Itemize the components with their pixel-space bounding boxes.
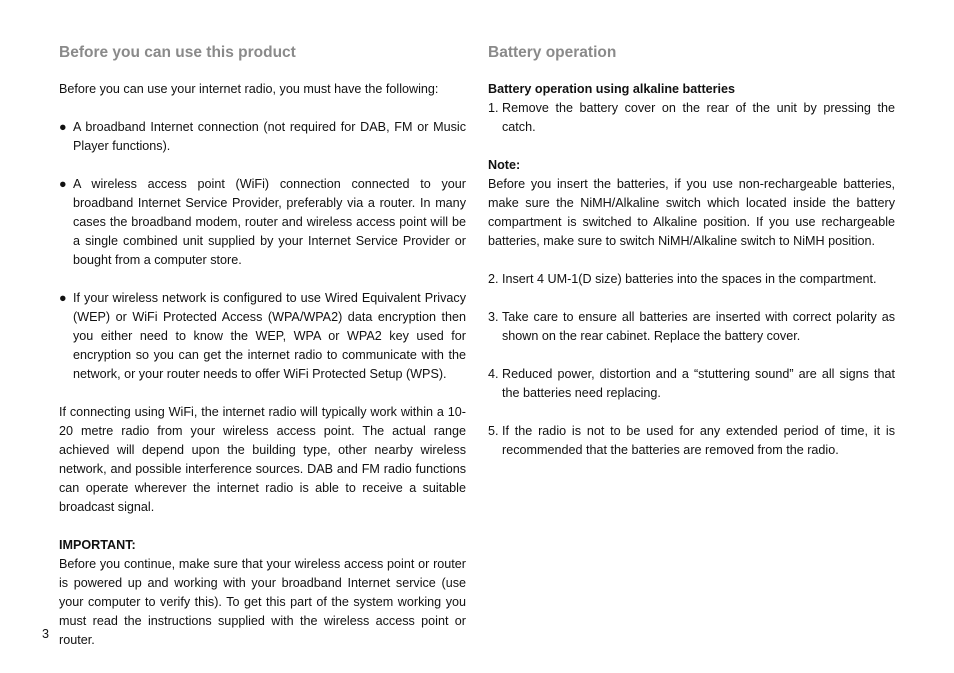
- range-paragraph: If connecting using WiFi, the internet radio will typically work within a 10-20 metre radio from your wireless access point. The actual range achieved will depend upon the building type, other nearby wireless network, and possible interference sources. DAB and FM radio functions can operate wherever the internet radio is able to receive a suitable broadcast signal.: [59, 405, 466, 514]
- right-body: [488, 80, 895, 460]
- bullet-icon: ●: [59, 291, 67, 305]
- requirement-text: If your wireless network is configured to use Wired Equivalent Privacy (WEP) or WiFi Protected Access (WPA/WPA2) data encryption then you either need to know the WEP, WPA or WPA2 key used for encryption so you can get the internet radio to communicate with the network, or your router needs to offer WiFi Protected Setup (WPS).: [73, 291, 466, 381]
- step-number: 2.: [488, 272, 499, 286]
- requirement-text: A broadband Internet connection (not required for DAB, FM or Music Player functions).: [73, 120, 466, 153]
- step-number: 1.: [488, 101, 499, 115]
- step-number: 3.: [488, 310, 499, 324]
- note-text: Before you insert the batteries, if you use non-rechargeable batteries, make sure the NiMH/Alkaline switch which located inside the battery compartment is switched to Alkaline position. If you use rechargeable batteries, make sure to switch NiMH/Alkaline switch to NiMH position.: [488, 177, 895, 248]
- requirement-item-broadband: [59, 118, 466, 156]
- step-number: 4.: [488, 367, 499, 381]
- bullet-icon: ●: [59, 177, 67, 191]
- intro-paragraph: Before you can use your internet radio, you must have the following:: [59, 82, 439, 96]
- requirement-item-access-point: [59, 175, 466, 270]
- battery-step-3: [488, 308, 895, 346]
- requirement-item-encryption: [59, 289, 466, 384]
- requirement-text: A wireless access point (WiFi) connection connected to your broadband Internet Service Provider, preferably via a router. In many cases the broadband modem, router and wireless access point will be a single combined unit supplied by your Internet Service Provider or bought from a computer store.: [73, 177, 466, 267]
- important-label: IMPORTANT:: [59, 538, 136, 552]
- step-number: 5.: [488, 424, 499, 438]
- battery-step-1: [488, 99, 895, 137]
- section-heading-battery: Battery operation: [488, 44, 617, 61]
- step-text: Insert 4 UM-1(D size) batteries into the spaces in the compartment.: [502, 272, 877, 286]
- important-text: Before you continue, make sure that your wireless access point or router is powered up and working with your broadband Internet service (use your computer to verify this). To get this part of the system working you must read the instructions supplied with the wireless access point or router.: [59, 557, 466, 647]
- bullet-icon: ●: [59, 120, 67, 134]
- battery-step-5: [488, 422, 895, 460]
- left-body: [59, 80, 466, 650]
- battery-step-4: [488, 365, 895, 403]
- step-text: If the radio is not to be used for any extended period of time, it is recommended that the batteries are removed from the radio.: [502, 424, 895, 457]
- note-label: Note:: [488, 158, 521, 172]
- section-heading-before-use: Before you can use this product: [59, 44, 296, 61]
- page-number: 3: [42, 627, 50, 641]
- step-text: Take care to ensure all batteries are inserted with correct polarity as shown on the rear cabinet. Replace the battery cover.: [502, 310, 895, 343]
- battery-step-2: [488, 270, 895, 289]
- step-text: Reduced power, distortion and a “stuttering sound” are all signs that the batteries need replacing.: [502, 367, 895, 400]
- step-text: Remove the battery cover on the rear of the unit by pressing the catch.: [502, 101, 895, 134]
- battery-subheading: Battery operation using alkaline batteries: [488, 82, 736, 96]
